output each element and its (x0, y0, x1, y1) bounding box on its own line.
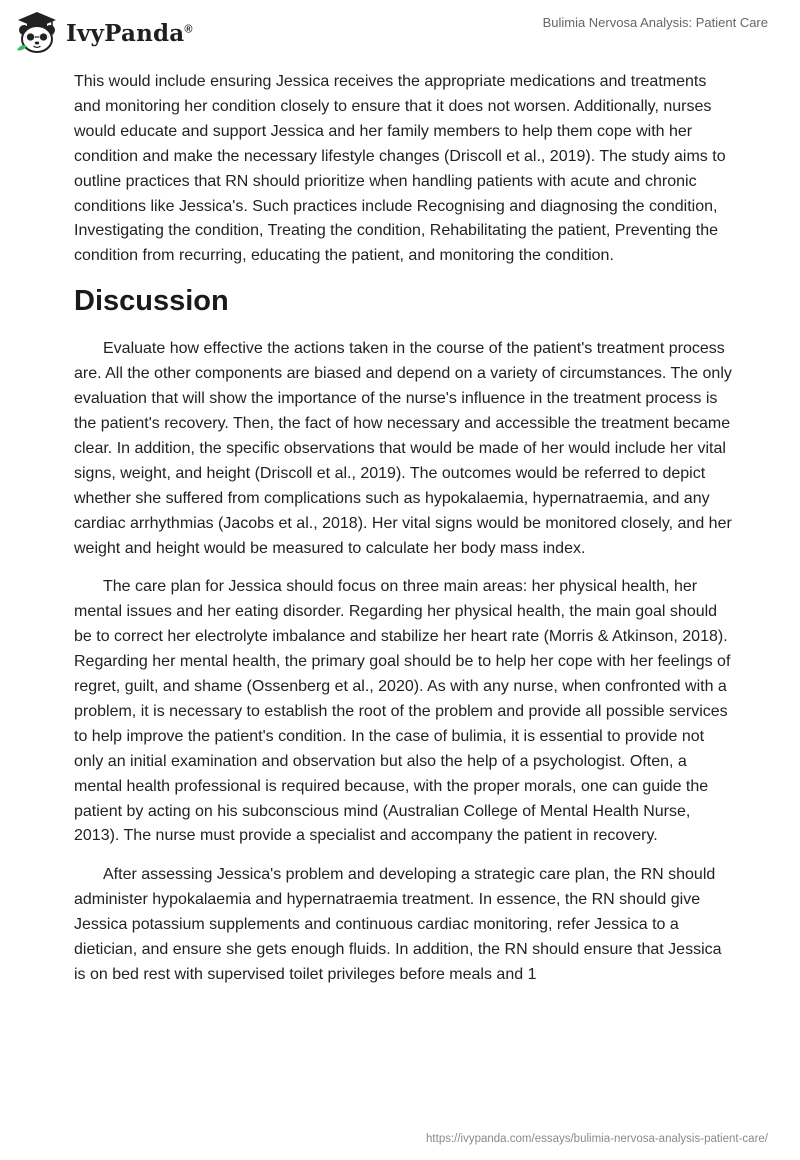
essay-body (74, 70, 734, 1002)
intro-paragraph: This would include ensuring Jessica receives the appropriate medications and treatments and monitoring her condition closely to ensure that it does not worsen. Additionally, nurses would educate and support Jessica and her family members to help them cope with her condition and make the necessary lifestyle changes (Driscoll et al., 2019). The study aims to outline practices that RN should prioritize when handling patients with acute and chronic conditions like Jessica's. Such practices include Recognising and diagnosing the condition, Investigating the condition, Treating the condition, Rehabilitating the patient, Preventing the condition from recurring, educating the patient, and monitoring the condition. (74, 73, 726, 265)
document-title: Bulimia Nervosa Analysis: Patient Care (542, 15, 768, 30)
page-header (0, 0, 800, 64)
discussion-paragraph: The care plan for Jessica should focus on three main areas: her physical health, her mental issues and her eating disorder. Regarding her physical health, the main goal should be to correct her electrolyte imbalance and stabilize her heart rate (Morris & Atkinson, 2018). Regarding her mental health, the primary goal should be to help her cope with her feelings of regret, guilt, and shame (Ossenberg et al., 2020). As with any nurse, when confronted with a problem, it is necessary to establish the root of the problem and provide all possible services to help improve the patient's condition. In the case of bulimia, it is essential to provide not only an initial examination and observation but also the help of a psychologist. Often, a mental health professional is required because, with the proper morals, one can guide the patient by acting on his subconscious mind (Australian College of Mental Health Nurse, 2013). The nurse must provide a specialist and accompany the patient in recovery. (74, 578, 731, 845)
discussion-paragraph: After assessing Jessica's problem and developing a strategic care plan, the RN should administer hypokalaemia and hypernatraemia treatment. In essence, the RN should give Jessica potassium supplements and continuous cardiac monitoring, refer Jessica to a dietician, and ensure she gets enough fluids. In addition, the RN should ensure that Jessica is on bed rest with supervised toilet privileges before meals and 1 (74, 866, 722, 983)
panda-graduate-icon (14, 10, 60, 56)
brand-name: IvyPanda® (66, 19, 193, 47)
discussion-paragraph: Evaluate how effective the actions taken in the course of the patient's treatment process are. All the other components are biased and depend on a variety of circumstances. The only evaluation that will show the importance of the nurse's influence in the treatment process is the patient's recovery. Then, the fact of how necessary and accessible the treatment became clear. In addition, the specific observations that would be made of her would include her vital signs, weight, and height (Driscoll et al., 2019). The outcomes would be referred to depict whether she suffered from complications such as hypokalaemia, hypernatraemia, and any cardiac arrhythmias (Jacobs et al., 2018). Her vital signs would be monitored closely, and her weight and height would be measured to calculate her body mass index. (74, 340, 732, 557)
footer-source-url[interactable]: https://ivypanda.com/essays/bulimia-nervosa-analysis-patient-care/ (426, 1133, 768, 1145)
section-heading-discussion: Discussion (74, 285, 229, 318)
brand-logo[interactable] (14, 10, 193, 56)
